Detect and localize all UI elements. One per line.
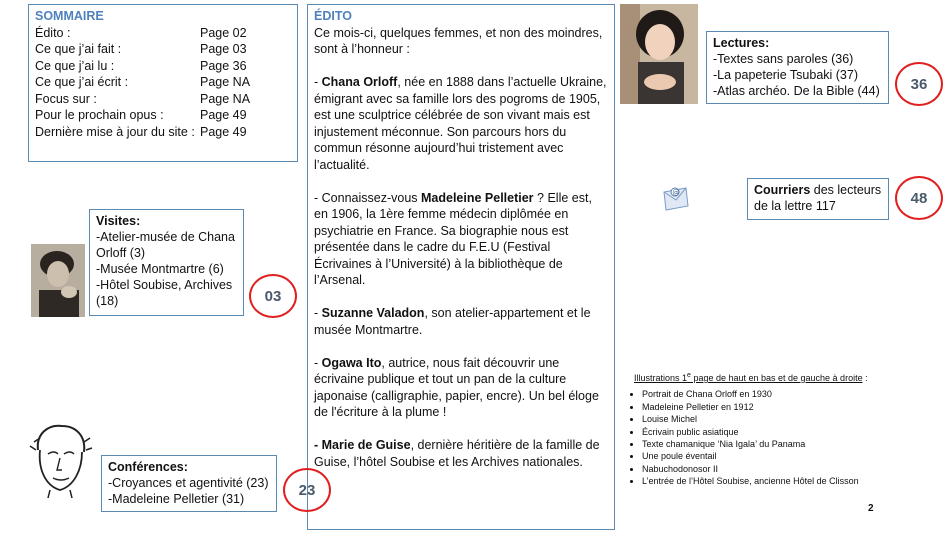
lectures-title: Lectures: — [713, 36, 770, 50]
conference-item[interactable]: -Madeleine Pelletier (31) — [108, 492, 245, 506]
lecture-item[interactable]: -La papeterie Tsubaki (37) — [713, 68, 858, 82]
page-number: 2 — [868, 503, 874, 514]
courriers-text: des lecteurs de la lettre 117 — [754, 183, 882, 213]
portrait-photo — [31, 244, 85, 317]
toc-page: Page 03 — [200, 42, 247, 56]
illustrations-title: Illustrations 1e page de haut en bas et de gauche à droite : — [634, 372, 868, 383]
visites-title: Visites: — [96, 214, 141, 228]
caricature-sketch — [26, 420, 94, 498]
person-name: Chana Orloff — [321, 75, 398, 89]
illustrations-credits — [624, 370, 924, 488]
edito-paragraph: - Suzanne Valadon, son atelier-appartement et le musée Montmartre. — [314, 306, 591, 337]
edito-title: ÉDITO — [314, 9, 352, 23]
toc-label: Édito : — [35, 25, 71, 40]
edito-paragraph: - Connaissez-vous Madeleine Pelletier ? Elle est, en 1906, la 1ère femme médecin diplômée en psychiatrie en France. Sa biographie nous est présentée dans le cadre du F.E.U (Festival Écrivaines à l’Université) à la bibliothèque de l’Arsenal. — [314, 190, 592, 287]
visite-item[interactable]: -Hôtel Soubise, Archives (18) — [96, 278, 233, 308]
list-item: • Une poule éventail — [642, 450, 924, 462]
courriers-box — [747, 178, 889, 220]
list-item: • Nabuchodonosor II — [642, 463, 924, 475]
list-item: • Portrait de Chana Orloff en 1930 — [642, 388, 924, 400]
list-item: • Louise Michel — [642, 413, 924, 425]
toc-row[interactable] — [35, 25, 291, 42]
person-name: Suzanne Valadon — [321, 306, 425, 320]
page-badge-conferences[interactable]: 23 — [283, 468, 331, 512]
sommaire-box — [28, 4, 298, 162]
person-name: Ogawa Ito — [321, 355, 382, 370]
visites-box — [89, 209, 244, 316]
page-badge-lectures[interactable]: 36 — [895, 62, 943, 106]
conference-item[interactable]: -Croyances et agentivité (23) — [108, 476, 269, 490]
edito-box — [307, 4, 615, 530]
toc-label: Ce que j’ai fait : — [35, 42, 122, 56]
toc-row[interactable] — [35, 124, 291, 141]
toc-page: Page 02 — [200, 25, 247, 40]
author-photo — [620, 4, 698, 104]
page-badge-visites[interactable]: 03 — [249, 274, 297, 318]
lecture-item[interactable]: -Textes sans paroles (36) — [713, 52, 854, 66]
toc-row[interactable] — [35, 91, 291, 108]
toc-page: Page NA — [200, 75, 251, 89]
toc-page: Page NA — [200, 91, 251, 106]
toc-row[interactable] — [35, 74, 291, 91]
sommaire-title: SOMMAIRE — [35, 9, 104, 23]
edito-intro: Ce mois-ci, quelques femmes, et non des moindres, sont à l’honneur : — [314, 25, 603, 56]
toc-page: Page 49 — [200, 108, 247, 122]
conferences-title: Conférences: — [108, 460, 188, 474]
person-name: - Marie de Guise — [314, 438, 411, 452]
toc-page: Page 36 — [200, 58, 247, 73]
toc-row[interactable] — [35, 41, 291, 58]
lecture-item[interactable]: -Atlas archéo. De la Bible (44) — [713, 84, 880, 98]
toc-page: Page 49 — [200, 124, 247, 139]
toc-label: Pour le prochain opus : — [35, 108, 164, 122]
toc-label: Dernière mise à jour du site : — [35, 124, 195, 139]
list-item: • Madeleine Pelletier en 1912 — [642, 401, 924, 413]
person-name: Madeleine Pelletier — [421, 190, 534, 205]
visite-item[interactable]: -Atelier-musée de Chana Orloff (3) — [96, 230, 235, 260]
conferences-box — [101, 455, 277, 512]
edito-paragraph: - Marie de Guise, dernière héritière de la famille de Guise, l’hôtel Soubise et les Archives nationales. — [314, 438, 600, 469]
list-item: • Écrivain public asiatique — [642, 426, 924, 438]
email-icon — [660, 182, 690, 214]
visite-item[interactable]: -Musée Montmartre (6) — [96, 262, 224, 276]
toc-label: Ce que j’ai lu : — [35, 58, 115, 73]
list-item: • Texte chamanique ‘Nia Igala’ du Panama — [642, 438, 924, 450]
edito-paragraph: - Chana Orloff, née en 1888 dans l’actuelle Ukraine, émigrant avec sa famille lors des pogroms de 1905, est une sculptrice célébrée de son vivant mais est injustement méconnue. Son parcours hors du commun résonne aujourd’hui tristement avec l’actualité. — [314, 75, 607, 172]
svg-text:@: @ — [672, 188, 680, 197]
list-item: • L’entrée de l’Hôtel Soubise, ancienne Hôtel de Clisson — [642, 475, 924, 487]
illustrations-list — [624, 388, 924, 487]
courriers-title: Courriers — [754, 183, 811, 197]
page-badge-courriers[interactable]: 48 — [895, 176, 943, 220]
edito-paragraph: - Ogawa Ito, autrice, nous fait découvrir une écrivaine publique et tout un pan de la culture japonaise (calligraphie, papier, encre). Un bel éloge de l'écriture à la plume ! — [314, 355, 599, 419]
toc-label: Focus sur : — [35, 91, 97, 106]
toc-row[interactable] — [35, 107, 291, 124]
toc-row[interactable] — [35, 58, 291, 75]
lectures-box — [706, 31, 889, 104]
toc-label: Ce que j’ai écrit : — [35, 75, 129, 89]
